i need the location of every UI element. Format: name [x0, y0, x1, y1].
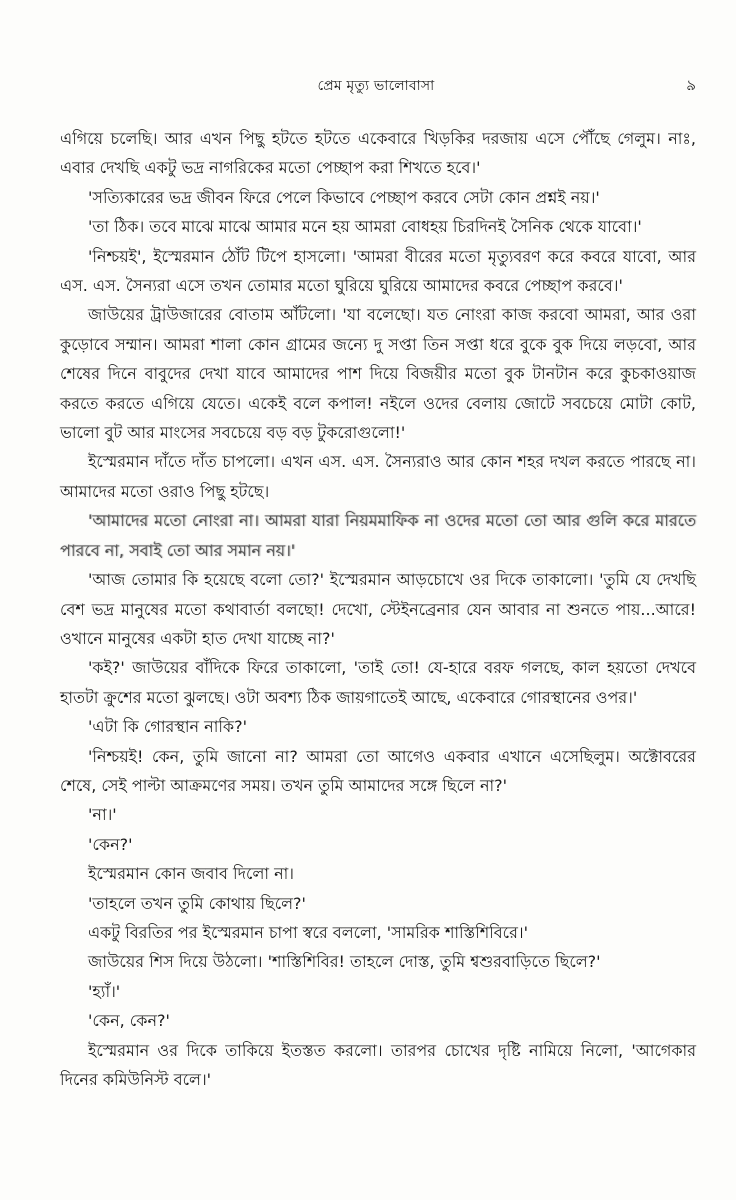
smudged-paragraph: 'আমাদের মতো নোংরা না। আমরা যারা নিয়মমাফিক না ওদের মতো তো আর গুলি করে মারতে পারবে না, সবাই তো আর সমান নয়।' — [60, 511, 696, 560]
paragraph: এগিয়ে চলেছি। আর এখন পিছু হটতে হটতে একেবারে খিড়কির দরজায় এসে পৌঁছে গেলুম। নাঃ, এবার দেখছি একটু ভদ্র নাগরিকের মতো পেচ্ছাপ করা শিখতে হবে।' — [60, 129, 696, 178]
paragraph: 'নিশ্চয়ই! কেন, তুমি জানো না? আমরা তো আগেও একবার এখানে এসেছিলুম। অক্টোবরের শেষে, সেই পাল্টা আক্রমণের সময়। তখন তুমি আমাদের সঙ্গে ছিলে না?' — [60, 746, 696, 795]
paragraph: 'কেন, কেন?' — [88, 1011, 170, 1031]
body-text — [60, 124, 696, 1094]
paragraph: জাউয়ের ট্রাউজারের বোতাম আঁটলো। 'যা বলেছো। যত নোংরা কাজ করবো আমরা, আর ওরা কুড়োবে সম্মান। আমরা শালা কোন গ্রামের জন্যে দু সপ্তা তিন সপ্তা ধরে বুকে বুক দিয়ে লড়বো, আর শেষের দিনে বাবুদের দেখা যাবে আমাদের পাশ দিয়ে বিজয়ীর মতো বুক টানটান করে কুচকাওয়াজ করতে করতে এগিয়ে যেতে। একেই বলে কপাল! নইলে ওদের বেলায় জোটে সবচেয়ে মোটা কোট, ভালো বুট আর মাংসের সবচেয়ে বড় বড় টুকরোগুলো!' — [60, 305, 696, 443]
paragraph: 'কেন?' — [88, 834, 133, 854]
paragraph: 'আজ তোমার কি হয়েছে বলো তো?' ইস্মেরমান আড়চোখে ওর দিকে তাকালো। 'তুমি যে দেখছি বেশ ভদ্র মানুষের মতো কথাবার্তা বলছো! দেখো, স্টেইনব্রেনার যেন আবার না শুনতে পায়...আরে! ওখানে মানুষের একটা হাত দেখা যাচ্ছে না?' — [60, 570, 696, 648]
paragraph: ইস্মেরমান কোন জবাব দিলো না। — [88, 864, 294, 884]
paragraph: একটু বিরতির পর ইস্মেরমান চাপা স্বরে বললো, 'সামরিক শাস্তিশিবিরে।' — [88, 922, 529, 942]
paragraph: ইস্মেরমান দাঁতে দাঁত চাপলো। এখন এস. এস. সৈন্যরাও আর কোন শহর দখল করতে পারছে না। আমাদের মতো ওরাও পিছু হটছে। — [60, 452, 696, 501]
paragraph: 'নিশ্চয়ই', ইস্মেরমান ঠোঁট টিপে হাসলো। 'আমরা বীরের মতো মৃত্যুবরণ করে কবরে যাবো, আর এস. এস. সৈন্যরা এসে তখন তোমার মতো ঘুরিয়ে ঘুরিয়ে আমাদের কবরে পেচ্ছাপ করবে।' — [60, 246, 696, 296]
page-number: ৯ — [686, 76, 696, 94]
paragraph: 'সত্যিকারের ভদ্র জীবন ফিরে পেলে কিভাবে পেচ্ছাপ করবে সেটা কোন প্রশ্নই নয়।' — [88, 187, 600, 207]
running-title: প্রেম মৃত্যু ভালোবাসা — [317, 78, 435, 94]
paragraph: 'তা ঠিক। তবে মাঝে মাঝে আমার মনে হয় আমরা বোধহয় চিরদিনই সৈনিক থেকে যাবো।' — [88, 217, 642, 237]
running-header — [56, 74, 696, 100]
paragraph: জাউয়ের শিস দিয়ে উঠলো। 'শাস্তিশিবির! তাহলে দোস্ত, তুমি শ্বশুরবাড়িতে ছিলে?' — [88, 952, 601, 972]
paragraph: 'না।' — [88, 805, 117, 825]
paragraph: 'তাহলে তখন তুমি কোথায় ছিলে?' — [88, 893, 306, 913]
paragraph: 'হ্যাঁ।' — [88, 981, 121, 1001]
paragraph: 'কই?' জাউয়ের বাঁদিকে ফিরে তাকালো, 'তাই তো! যে-হারে বরফ গলছে, কাল হয়তো দেখবে হাতটা ক্রুশের মতো ঝুলছে। ওটা অবশ্য ঠিক জায়গাতেই আছে, একেবারে গোরস্থানের ওপর।' — [60, 658, 696, 707]
paragraph: ইস্মেরমান ওর দিকে তাকিয়ে ইতস্তত করলো। তারপর চোখের দৃষ্টি নামিয়ে নিলো, 'আগেকার দিনের কমিউনিস্ট বলে।' — [60, 1040, 696, 1089]
paragraph: 'এটা কি গোরস্থান নাকি?' — [88, 717, 248, 737]
